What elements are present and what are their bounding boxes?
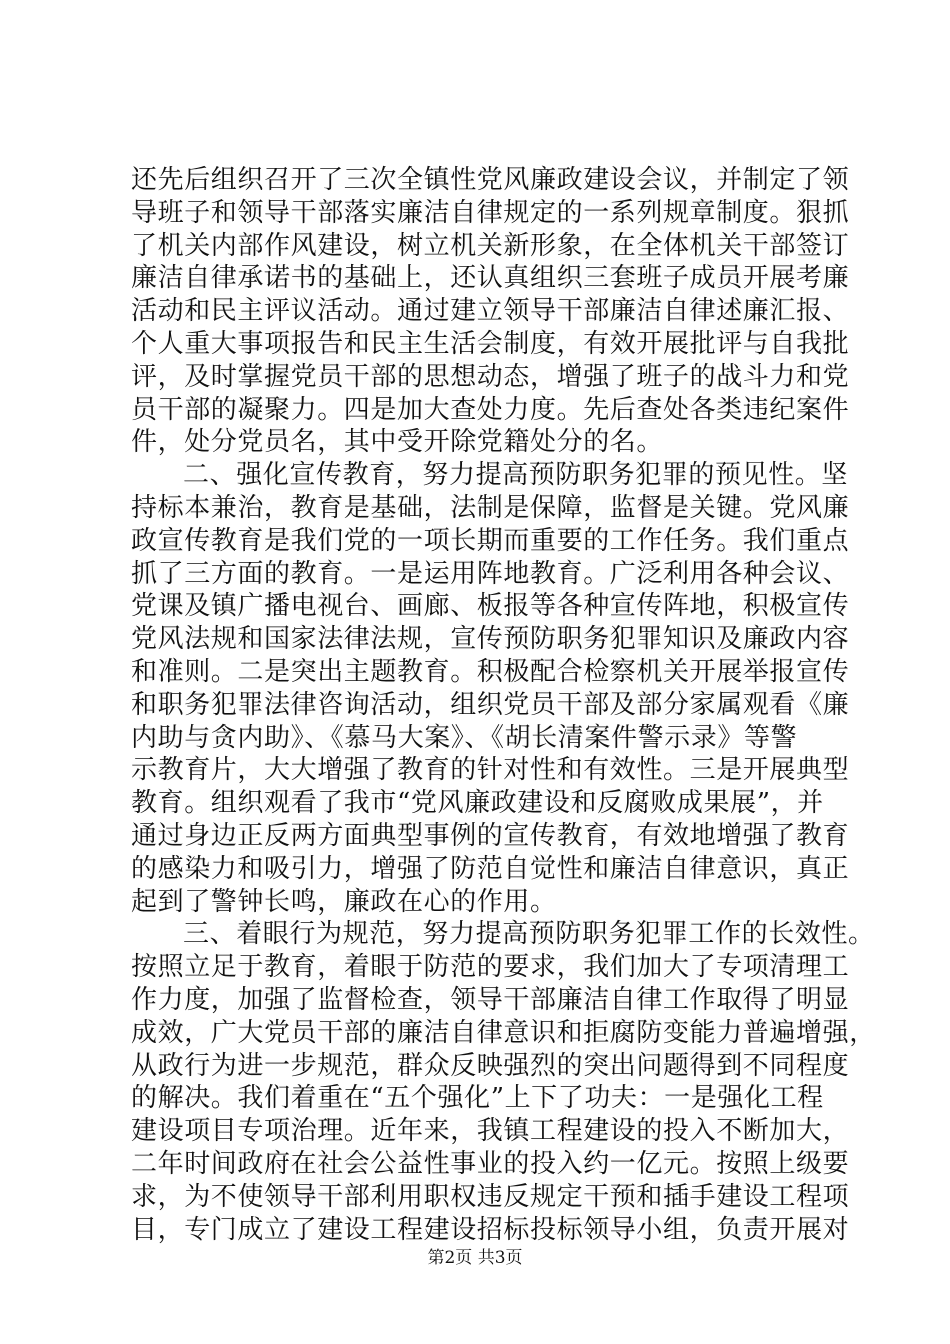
text-line: 个人重大事项报告和民主生活会制度，有效开展批评与自我批 [131,328,850,359]
text-line: 还先后组织召开了三次全镇性党风廉政建设会议，并制定了领 [131,165,850,195]
text-line: 从政行为进一步规范，群众反映强烈的突出问题得到不同程度 [131,1050,850,1081]
text-line: 廉洁自律承诺书的基础上，还认真组织三套班子成员开展考廉 [131,263,850,294]
text-line: 求，为不使领导干部利用职权违反规定干预和插手建设工程项 [131,1181,850,1212]
text-line: 活动和民主评议活动。通过建立领导干部廉洁自律述廉汇报、 [131,296,850,327]
text-line: 的感染力和吸引力，增强了防范自觉性和廉洁自律意识，真正 [131,853,850,884]
text-line: 抓了三方面的教育。一是运用阵地教育。广泛利用各种会议、 [131,558,850,589]
text-line: 建设项目专项治理。近年来，我镇工程建设的投入不断加大， [131,1116,850,1147]
text-line: 件，处分党员名，其中受开除党籍处分的名。 [131,427,664,458]
text-line: 了机关内部作风建设，树立机关新形象，在全体机关干部签订 [131,230,850,261]
text-line: 三、着眼行为规范，努力提高预防职务犯罪工作的长效性。 [183,919,875,950]
text-line: 的解决。我们着重在“五个强化”上下了功夫：一是强化工程 [131,1083,824,1114]
text-line: 作力度，加强了监督检查，领导干部廉洁自律工作取得了明显 [131,984,850,1015]
text-line: 和职务犯罪法律咨询活动，组织党员干部及部分家属观看《廉 [131,689,850,720]
text-line: 通过身边正反两方面典型事例的宣传教育，有效地增强了教育 [131,820,850,851]
text-line: 成效，广大党员干部的廉洁自律意识和拒腐防变能力普遍增强， [131,1017,876,1048]
text-line: 员干部的凝聚力。四是加大查处力度。先后查处各类违纪案件 [131,394,850,425]
text-line: 教育。组织观看了我市“党风廉政建设和反腐败成果展”，并 [131,788,824,819]
text-line: 内助与贪内助》、《慕马大案》、《胡长清案件警示录》等警 [131,722,798,753]
text-line: 二年时间政府在社会公益性事业的投入约一亿元。按照上级要 [131,1148,850,1179]
text-line: 按照立足于教育，着眼于防范的要求，我们加大了专项清理工 [131,952,850,983]
text-line: 起到了警钟长鸣，廉政在心的作用。 [131,886,557,917]
text-line: 示教育片，大大增强了教育的针对性和有效性。三是开展典型 [131,755,850,786]
text-line: 持标本兼治，教育是基础，法制是保障，监督是关键。党风廉 [131,492,850,523]
text-line: 导班子和领导干部落实廉洁自律规定的一系列规章制度。狠抓 [131,197,850,228]
text-line: 评，及时掌握党员干部的思想动态，增强了班子的战斗力和党 [131,361,850,392]
text-line: 党风法规和国家法律法规，宣传预防职务犯罪知识及廉政内容 [131,624,850,655]
text-line: 政宣传教育是我们党的一项长期而重要的工作任务。我们重点 [131,525,850,556]
text-line: 党课及镇广播电视台、画廊、板报等各种宣传阵地，积极宣传 [131,591,850,622]
text-line: 和准则。二是突出主题教育。积极配合检察机关开展举报宣传 [131,656,850,687]
document-body [131,164,876,1246]
text-line: 二、强化宣传教育，努力提高预防职务犯罪的预见性。坚 [183,460,849,491]
page-footer: 第2页 共3页 [427,1248,523,1268]
text-line: 目，专门成立了建设工程建设招标投标领导小组，负责开展对 [131,1214,850,1245]
